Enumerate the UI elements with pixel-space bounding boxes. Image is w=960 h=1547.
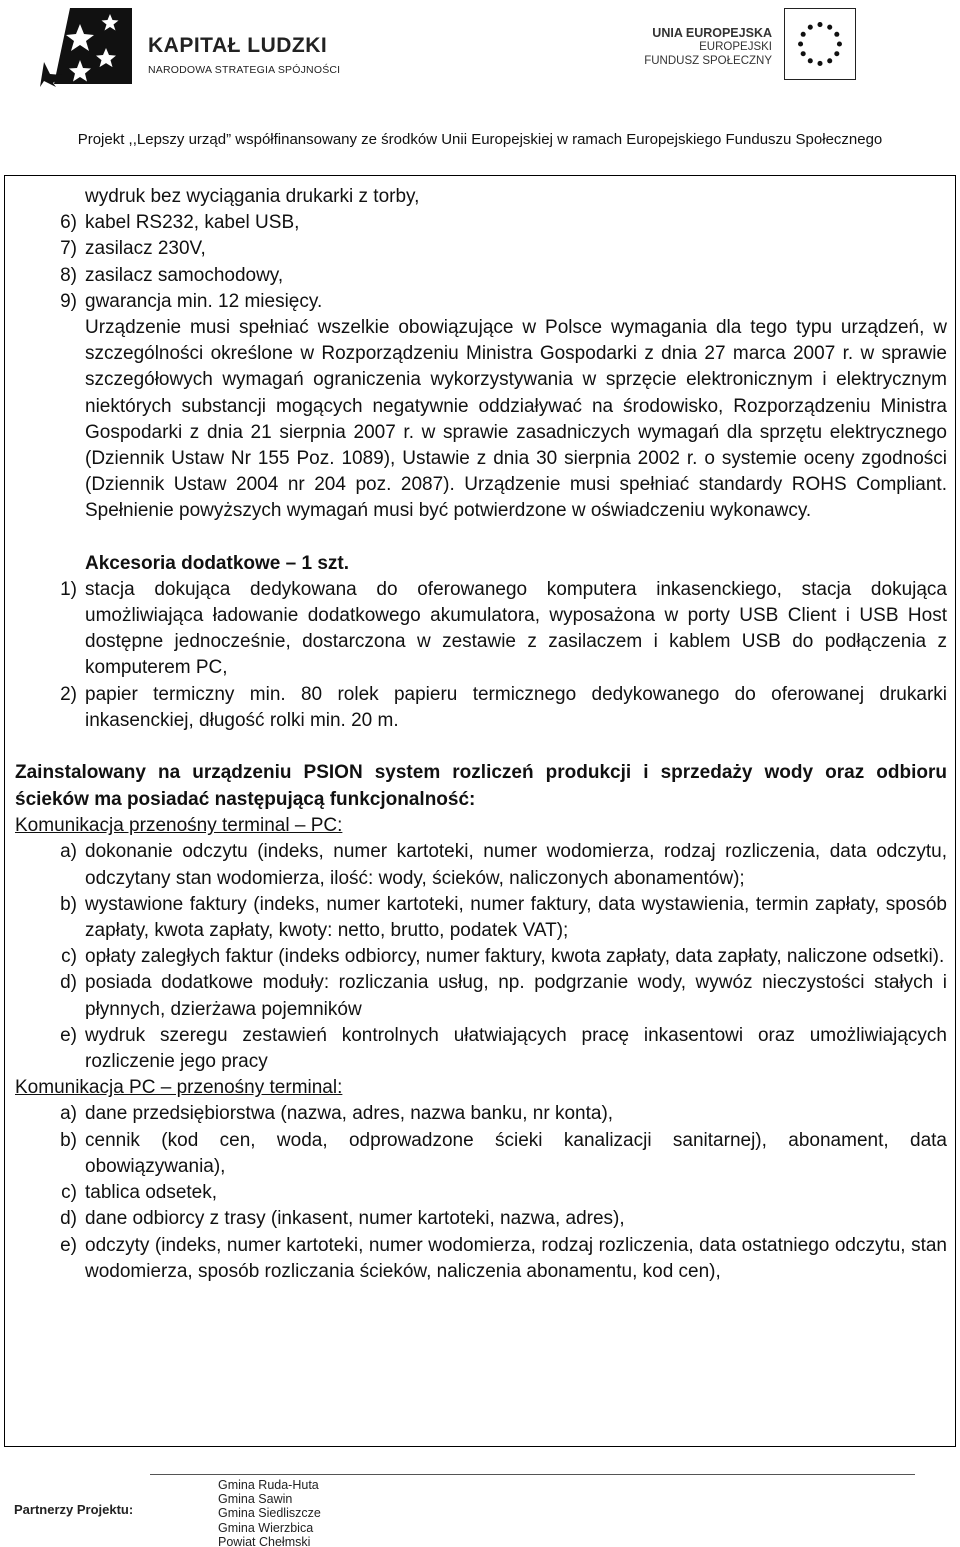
list-item [15, 970, 947, 1022]
list-text: wydruk szeregu zestawień kontrolnych ułatwiających pracę inkasentowi oraz umożliwiających rozliczenie jego pracy [85, 1024, 947, 1073]
section-title-terminal-pc: Komunikacja przenośny terminal – PC: [15, 815, 343, 837]
list-number: 2) [60, 683, 77, 705]
partner-item: Gmina Ruda-Huta [218, 1478, 319, 1492]
list-number: 9) [60, 290, 77, 312]
partners-label: Partnerzy Projektu: [14, 1502, 134, 1517]
list-item [15, 1101, 947, 1127]
list-text: gwarancja min. 12 miesięcy. [85, 290, 323, 312]
list-letter: b) [60, 893, 77, 915]
content-box [4, 175, 956, 1447]
list-letter: e) [60, 1024, 77, 1046]
list-number: 6) [60, 212, 77, 234]
list-item [15, 1023, 947, 1075]
kapital-ludzki-emblem-icon [40, 4, 136, 88]
eu-logo [640, 8, 860, 80]
list-text: dane odbiorcy z trasy (inkasent, numer kartoteki, nazwa, adres), [85, 1208, 625, 1230]
eu-flag-icon [784, 8, 856, 80]
list-item [15, 1180, 947, 1206]
partner-item: Gmina Siedliszcze [218, 1506, 321, 1521]
list-item [15, 1206, 947, 1232]
list-text: zasilacz 230V, [85, 238, 206, 260]
eu-line-2: EUROPEJSKI [699, 41, 772, 53]
requirements-paragraph: Urządzenie musi spełniać wszelkie obowiązujące w Polsce wymagania dla tego typu urządzeń, w szczególności określone w Rozporządzeniu Ministra Gospodarki z dnia 27 marca 2007 r. w sprawie szczegółowych wymagań ograniczenia wykorzystywania w sprzęcie elektronicznym i elektrycznym niektórych substancji mogących negatywnie oddziaływać na środowisko, Rozporządzeniu Ministra Gospodarki z dnia 21 sierpnia 2007 r. w sprawie zasadniczych wymagań dla sprzętu elektrycznego (Dziennik Ustaw Nr 155 Poz. 1089), Ustawie z dnia 30 sierpnia 2002 r. o systemie oceny zgodności (Dziennik Ustaw 2004 nr 204 poz. 2087). Urządzenie musi spełniać standardy ROHS Compliant. Spełnienie powyższych wymagań musi być potwierdzone w oświadczeniu wykonawcy. [85, 317, 947, 522]
list-text: posiada dodatkowe moduły: rozliczania usług, np. podgrzanie wody, wywóz nieczystości stałych i płynnych, dzierżawa pojemników [85, 972, 947, 1020]
list-letter: a) [60, 1103, 77, 1125]
list-item [15, 289, 947, 315]
partner-item: Gmina Sawin [218, 1492, 293, 1507]
list-number: 8) [60, 264, 77, 286]
list-text: opłaty zaległych faktur (indeks odbiorcy, numer faktury, kwota zapłaty, data zapłaty, naliczone odsetki). [85, 946, 945, 968]
page-header [0, 0, 960, 160]
spacer [15, 734, 947, 760]
partners-list [218, 1478, 321, 1547]
list-item [15, 682, 947, 734]
list-text: stacja dokująca dedykowana do oferowanego komputera inkasenckiego, stacja dokująca umożliwiająca ładowanie dodatkowego akumulatora, wyposażona w porty USB Client i USB Host dostępne jednocześnie, dostarczona w zestawie z zasilaczem i kablem USB do podłączenia z komputerem PC, [85, 578, 947, 679]
spacer [15, 525, 947, 551]
partner-item: Powiat Chełmski [218, 1534, 311, 1547]
kapital-ludzki-title: KAPITAŁ LUDZKI [148, 34, 328, 57]
list-item [15, 892, 947, 944]
accessories-heading: Akcesoria dodatkowe – 1 szt. [85, 552, 349, 574]
partner-item: Gmina Wierzbica [218, 1520, 314, 1535]
system-heading: Zainstalowany na urządzeniu PSION system rozliczeń produkcji i sprzedaży wody oraz odbioru ścieków ma posiadać następującą funkcjonalność: [15, 762, 947, 810]
kapital-ludzki-logo [40, 4, 340, 90]
list-item [15, 1128, 947, 1180]
list-letter: c) [61, 1182, 77, 1204]
page-footer [0, 1460, 960, 1547]
list-number: 1) [60, 578, 77, 600]
list-letter: d) [60, 972, 77, 994]
list-item [15, 944, 947, 970]
list-item [15, 236, 947, 262]
list-letter: e) [60, 1234, 77, 1256]
list-text: papier termiczny min. 80 rolek papieru termicznego dedykowanego do oferowanej drukarki inkasenckiej, długość rolki min. 20 m. [85, 683, 947, 731]
eu-line-3: FUNDUSZ SPOŁECZNY [644, 55, 772, 67]
list-text: wystawione faktury (indeks, numer kartoteki, numer faktury, data wystawienia, termin zapłaty, sposób zapłaty, kwota zapłaty, kwoty: netto, brutto, podatek VAT); [85, 893, 947, 942]
kapital-ludzki-subtitle: NARODOWA STRATEGIA SPÓJNOŚCI [148, 64, 341, 76]
list-number: 7) [60, 238, 77, 260]
list-letter: c) [61, 946, 77, 968]
section-title-pc-terminal: Komunikacja PC – przenośny terminal: [15, 1077, 343, 1099]
list-text: kabel RS232, kabel USB, [85, 212, 300, 234]
footer-divider [150, 1474, 915, 1475]
list-item [15, 263, 947, 289]
list-text: odczyty (indeks, numer kartoteki, numer wodomierza, rodzaj rozliczenia, data ostatniego odczytu, stan wodomierza, sposób rozliczania ścieków, naliczenia abonamentu, kod cen), [85, 1234, 947, 1282]
list-item [15, 577, 947, 682]
list-letter: b) [60, 1129, 77, 1151]
list-text: dokonanie odczytu (indeks, numer kartoteki, numer wodomierza, rodzaj rozliczenia, data odczytu, odczytany stan wodomierza, ilość: wody, ścieków, naliczonych abonamentów); [85, 841, 947, 889]
list-text: tablica odsetek, [85, 1182, 218, 1204]
eu-logo-text [640, 26, 772, 68]
intro-continuation: wydruk bez wyciągania drukarki z torby, [85, 186, 420, 207]
list-text: dane przedsiębiorstwa (nazwa, adres, nazwa banku, nr konta), [85, 1103, 614, 1125]
list-letter: d) [60, 1208, 77, 1230]
list-item [15, 210, 947, 236]
list-item [15, 1233, 947, 1285]
list-text: cennik (kod cen, woda, odprowadzone ścieki kanalizacji sanitarnej), abonament, data obowiązywania), [85, 1129, 947, 1177]
list-letter: a) [60, 841, 77, 863]
list-item [15, 839, 947, 891]
project-line: Projekt ,,Lepszy urząd” współfinansowany ze środków Unii Europejskiej w ramach Europejskiego Funduszu Społecznego [77, 131, 883, 148]
content-body [15, 184, 947, 1285]
list-text: zasilacz samochodowy, [85, 264, 284, 286]
eu-line-1: UNIA EUROPEJSKA [652, 26, 772, 40]
